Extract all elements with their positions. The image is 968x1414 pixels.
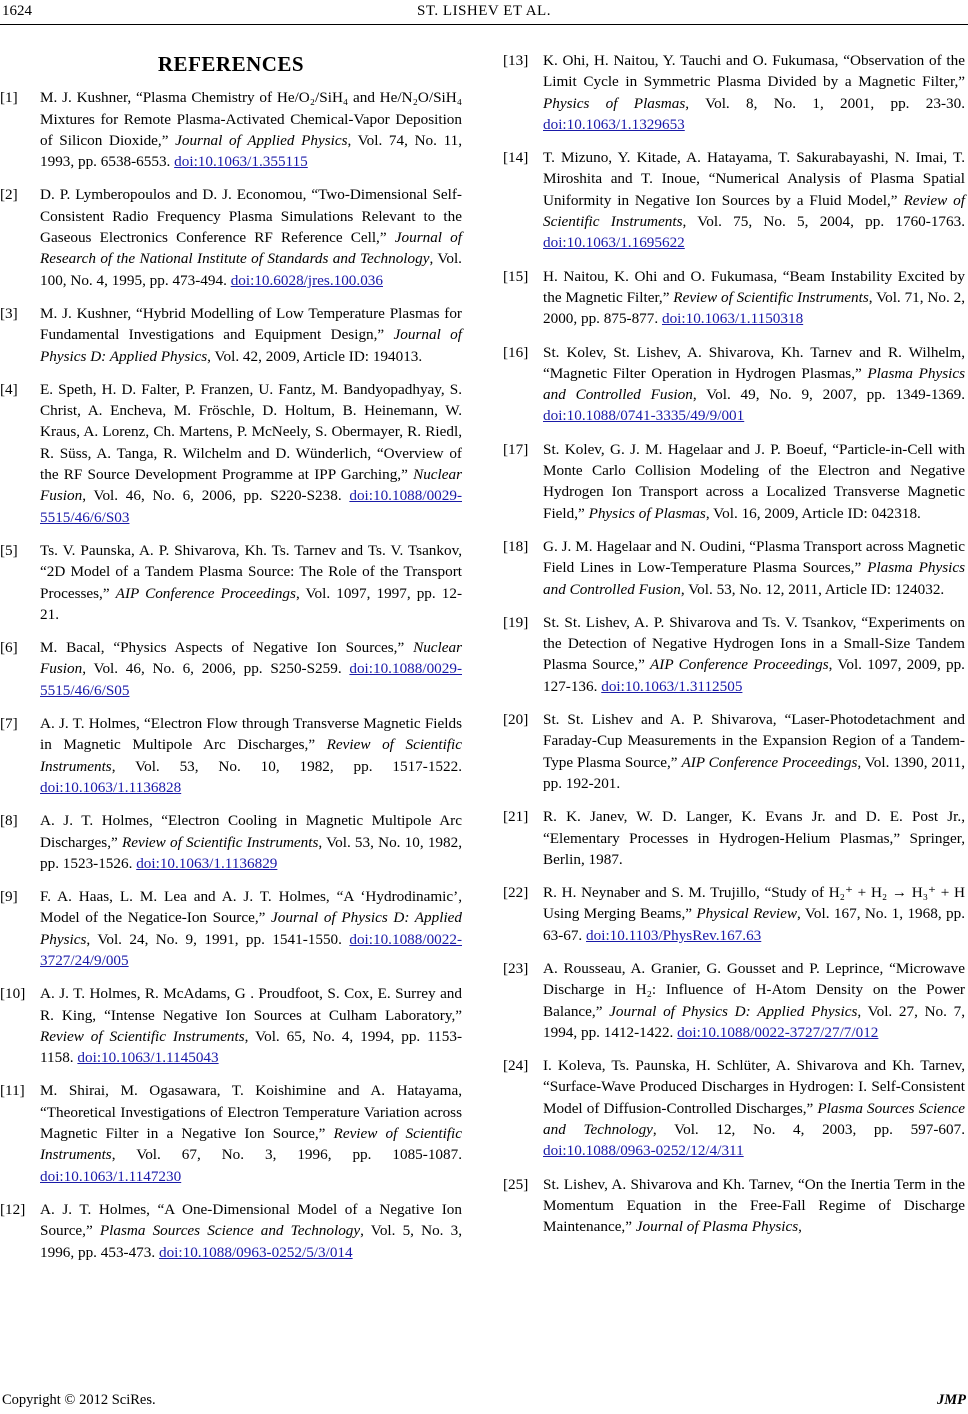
reference-item	[0, 637, 462, 701]
reference-authors-title: St. Kolev, St. Lishev, A. Shivarova, Kh. Tarnev and R. Wilhelm, “Magnetic Filter Operation in Hydrogen Plasmas,”	[543, 343, 965, 382]
reference-number: [4]	[0, 380, 18, 398]
reference-journal: Review of Scientific Instruments	[543, 191, 965, 231]
reference-details: , Vol. 1097, 1997, pp. 12-21.	[40, 584, 463, 623]
reference-details: , Vol. 71, No. 2, 2000, pp. 875-877.	[543, 288, 966, 328]
reference-text	[543, 1057, 965, 1159]
reference-number: [12]	[0, 1200, 26, 1218]
reference-item	[503, 266, 965, 330]
reference-text	[40, 381, 462, 526]
reference-item	[503, 612, 965, 697]
reference-authors-title: M. J. Kushner, “Plasma Chemistry of He/O₂/SiH₄ and He/N₂O/SiH₄ Mixtures for Remote Plasma-Activated Chemical-Vapor Deposition of Silicon Dioxide,”	[40, 89, 462, 149]
reference-journal: Journal of Plasma Physics	[635, 1218, 799, 1236]
reference-item	[0, 810, 462, 874]
doi-link[interactable]: doi:10.1088/0963-0252/12/4/311	[543, 1142, 744, 1160]
reference-text	[40, 186, 462, 288]
reference-journal: Review of Scientific Instruments	[40, 1027, 245, 1045]
reference-number: [8]	[0, 812, 18, 830]
reference-journal: Journal of Research of the National Institute of Standards and Technology	[40, 229, 462, 268]
reference-item	[503, 536, 965, 600]
reference-item	[503, 147, 965, 253]
reference-text	[40, 888, 462, 969]
reference-details: , Vol. 65, No. 4, 1994, pp. 1153-1158.	[40, 1027, 462, 1067]
reference-journal: Review of Scientific Instruments	[121, 833, 319, 851]
reference-item	[0, 713, 462, 798]
reference-number: [14]	[503, 149, 529, 167]
reference-item	[503, 1174, 965, 1238]
reference-journal: AIP Conference Proceedings	[650, 656, 829, 674]
reference-details: , Vol. 5, No. 3, 1996, pp. 453-473.	[40, 1222, 462, 1261]
reference-text	[543, 884, 965, 944]
reference-number: [11]	[0, 1082, 25, 1100]
reference-item	[503, 958, 965, 1043]
reference-number: [19]	[503, 613, 529, 631]
reference-authors-title: A. J. T. Holmes, “Electron Flow through Transverse Magnetic Fields in Magnetic Multipole Arc Discharges,”	[40, 715, 462, 754]
reference-authors-title: Ts. V. Paunska, A. P. Shivarova, Kh. Ts. Tarnev and Ts. V. Tsankov, “2D Model of a Tandem Plasma Source: The Role of the Transport Processes,”	[40, 541, 462, 602]
doi-link[interactable]: doi:10.1088/0741-3335/49/9/001	[543, 407, 745, 425]
reference-number: [9]	[0, 888, 18, 906]
reference-authors-title: R. K. Janev, W. D. Langer, K. Evans Jr. and D. E. Post Jr., “Elementary Processes in Hydrogen-Helium Plasmas,” Springer, Berlin, 1987.	[543, 808, 965, 868]
reference-number: [1]	[0, 89, 18, 107]
reference-journal: Plasma Sources Science and Technology	[543, 1099, 965, 1139]
reference-details: , Vol. 24, No. 9, 1991, pp. 1541-1550.	[86, 930, 350, 948]
reference-details: ,	[798, 1218, 802, 1236]
reference-text	[543, 808, 965, 868]
reference-number: [2]	[0, 186, 18, 204]
reference-number: [22]	[503, 884, 529, 902]
reference-text	[40, 1201, 462, 1261]
reference-item	[503, 342, 965, 427]
reference-item	[503, 709, 965, 794]
reference-number: [3]	[0, 304, 18, 322]
reference-number: [18]	[503, 537, 529, 555]
reference-authors-title: St. St. Lishev and A. P. Shivarova, “Laser-Photodetachment and Faraday-Cup Measurements in the Expansion Region of a Tandem-Type Plasma Source,”	[543, 711, 965, 771]
reference-journal: Physics of Plasmas	[588, 504, 706, 522]
reference-number: [16]	[503, 343, 529, 361]
reference-item	[503, 806, 965, 870]
reference-item	[503, 50, 965, 135]
reference-authors-title: St. St. Lishev, A. P. Shivarova and Ts. V. Tsankov, “Experiments on the Detection of Negative Hydrogen Ions in a Small-Size Tandem Plasma Source,”	[543, 613, 965, 674]
reference-details: , Vol. 1390, 2011, pp. 192-201.	[543, 753, 965, 792]
reference-authors-title: I. Koleva, Ts. Paunska, H. Schlüter, A. Shivarova and Kh. Tarnev, “Surface-Wave Produced Discharges in Hydrogen: I. Self-Consistent Model of Diffusion-Controlled Discharges,”	[543, 1057, 965, 1117]
reference-text	[543, 614, 965, 695]
reference-number: [23]	[503, 959, 529, 977]
doi-link[interactable]: doi:10.1063/1.1329653	[543, 115, 685, 133]
reference-details: , Vol. 53, No. 10, 1982, pp. 1523-1526.	[40, 833, 463, 872]
reference-authors-title: St. Kolev, G. J. M. Hagelaar and J. P. Boeuf, “Particle-in-Cell with Monte Carlo Collision Modeling of the Electron and Negative Hydrogen Ion Transport across a Localized Transverse Magnetic Field,”	[543, 440, 965, 522]
reference-details: , Vol. 75, No. 5, 2004, pp. 1760-1763.	[682, 213, 965, 231]
reference-authors-title: St. Lishev, A. Shivarova and Kh. Tarnev, “On the Inertia Term in the Momentum Equation in the Free-Fall Regime of Discharge Maintenance,”	[543, 1175, 965, 1236]
doi-link[interactable]: doi:10.1088/0022-3727/27/7/012	[677, 1023, 879, 1041]
right-column	[503, 50, 965, 1250]
reference-number: [13]	[503, 52, 529, 69]
reference-details: , Vol. 49, No. 9, 2007, pp. 1349-1369.	[692, 386, 965, 404]
reference-journal: Journal of Physics D: Applied Physics	[609, 1002, 858, 1020]
reference-details: , Vol. 100, No. 4, 1995, pp. 473-494.	[40, 250, 462, 289]
page-header	[0, 0, 968, 24]
reference-authors-title: A. J. T. Holmes, R. McAdams, G . Proudfoot, S. Cox, E. Surrey and R. King, “Intense Negative Ion Sources at Culham Laboratory,”	[40, 985, 462, 1024]
reference-details: , Vol. 46, No. 6, 2006, pp. S220-S238.	[82, 487, 350, 505]
reference-authors-title: F. A. Haas, L. M. Lea and A. J. T. Holmes, “A ‘Hydrodinamic’, Model of the Negatice-Ion Source,”	[40, 888, 462, 927]
reference-details: , Vol. 27, No. 7, 1994, pp. 1412-1422.	[543, 1002, 965, 1041]
reference-item	[503, 882, 965, 946]
reference-journal: Journal of Physics D: Applied Physics	[40, 326, 462, 365]
reference-journal: Journal of Applied Physics	[175, 131, 348, 149]
reference-details: , Vol. 53, No. 10, 1982, pp. 1517-1522.	[111, 757, 462, 775]
reference-number: [7]	[0, 715, 18, 733]
reference-journal: Review of Scientific Instruments	[40, 736, 462, 775]
running-title: ST. LISHEV ET AL.	[417, 3, 551, 19]
reference-number: [17]	[503, 440, 529, 458]
doi-link[interactable]: doi:10.1063/1.1136829	[136, 854, 278, 872]
reference-authors-title: E. Speth, H. D. Falter, P. Franzen, U. Fantz, M. Bandyopadhyay, S. Christ, A. Encheva, M. Fröschle, D. Holtum, B. Heinemann, W. Kraus, A. Lorenz, Ch. Martens, P. McNeely, S. Obermayer, R. Riedl, R. Süss, A. Tanga, R. Wilchelm and D. Wünderlich, “Overview of the RF Source Development Programme at IPP Garching,”	[40, 380, 462, 484]
reference-text	[543, 441, 965, 522]
reference-authors-title: R. H. Neynaber and S. M. Trujillo, “Study of H₂⁺ + H₂ → H₃⁺ + H Using Merging Beams,”	[543, 884, 965, 923]
reference-item	[0, 184, 462, 290]
reference-item	[0, 1080, 462, 1186]
reference-journal: AIP Conference Proceedings	[681, 753, 858, 771]
doi-link[interactable]: doi:10.1088/0022-3727/24/9/005	[40, 930, 462, 969]
reference-number: [15]	[503, 267, 529, 285]
doi-link[interactable]: doi:10.1063/1.1145043	[77, 1049, 219, 1067]
reference-journal: Plasma Physics and Controlled Fusion	[543, 559, 965, 598]
reference-text	[40, 639, 462, 699]
reference-number: [21]	[503, 808, 529, 826]
reference-text	[543, 1176, 965, 1236]
reference-journal: Physics of Plasmas	[543, 94, 686, 112]
reference-text	[543, 149, 965, 251]
reference-item	[0, 983, 462, 1068]
reference-authors-title: H. Naitou, K. Ohi and O. Fukumasa, “Beam Instability Excited by the Magnetic Filter,”	[543, 267, 965, 306]
reference-text	[543, 52, 965, 133]
reference-authors-title: T. Mizuno, Y. Kitade, A. Hatayama, T. Sakurabayashi, N. Imai, T. Miroshita and T. Inoue, “Numerical Analysis of Plasma Spatial Uniformity in Negative Ion Sources by a Fluid Model,”	[543, 149, 965, 209]
doi-link[interactable]: doi:10.1103/PhysRev.167.63	[586, 926, 762, 944]
doi-link[interactable]: doi:10.1088/0963-0252/5/3/014	[158, 1243, 353, 1261]
reference-item	[0, 303, 462, 367]
reference-details: , Vol. 1097, 2009, pp. 127-136.	[543, 656, 965, 695]
left-column	[0, 50, 462, 1275]
copyright-notice: Copyright © 2012 SciRes.	[2, 1392, 156, 1408]
doi-link[interactable]: doi:10.1063/1.1695622	[543, 234, 685, 252]
doi-link[interactable]: doi:10.1063/1.3112505	[601, 677, 743, 695]
reference-journal: Plasma Physics and Controlled Fusion	[543, 364, 965, 404]
reference-journal: Physical Review	[696, 905, 797, 923]
reference-details: , Vol. 8, No. 1, 2001, pp. 23-30.	[685, 94, 966, 112]
reference-details: , Vol. 167, No. 1, 1968, pp. 63-67.	[543, 905, 966, 944]
reference-item	[503, 439, 965, 524]
reference-journal: Nuclear Fusion	[40, 639, 462, 678]
doi-link[interactable]: doi:10.1088/0029-5515/46/6/S05	[40, 660, 462, 699]
reference-journal: Plasma Sources Science and Technology	[99, 1222, 361, 1240]
reference-number: [24]	[503, 1057, 529, 1075]
reference-item	[0, 540, 462, 625]
reference-journal: Review of Scientific Instruments	[40, 1125, 462, 1164]
reference-text	[543, 960, 965, 1041]
reference-authors-title: G. J. M. Hagelaar and N. Oudini, “Plasma Transport across Magnetic Field Lines in Low-Temperature Plasma Sources,”	[543, 537, 965, 577]
reference-details: , Vol. 12, No. 4, 2003, pp. 597-607.	[652, 1121, 965, 1139]
reference-number: [20]	[503, 711, 529, 729]
reference-journal: Nuclear Fusion	[40, 466, 462, 505]
reference-authors-title: A. Rousseau, A. Granier, G. Gousset and P. Leprince, “Microwave Discharge in H₂: Influence of H-Atom Density on the Power Balance,”	[543, 959, 965, 1020]
doi-link[interactable]: doi:10.1063/1.1136828	[40, 778, 182, 796]
reference-text	[543, 711, 965, 792]
reference-text	[543, 344, 965, 425]
reference-number: [25]	[503, 1175, 529, 1193]
reference-text	[40, 305, 462, 365]
reference-authors-title: M. Shirai, M. Ogasawara, T. Koishimine and A. Hatayama, “Theoretical Investigations of Electron Temperature Variation across Magnetic Filter in a Negative Ion Source,”	[40, 1082, 462, 1143]
reference-authors-title: M. Bacal, “Physics Aspects of Negative Ion Sources,”	[40, 639, 414, 657]
reference-details: , Vol. 67, No. 3, 1996, pp. 1085-1087.	[111, 1146, 462, 1164]
reference-item	[0, 87, 462, 172]
doi-link[interactable]: doi:10.1088/0029-5515/46/6/S03	[40, 487, 462, 526]
reference-text	[40, 89, 462, 170]
reference-authors-title: A. J. T. Holmes, “Electron Cooling in Magnetic Multipole Arc Discharges,”	[40, 812, 462, 851]
header-rule	[0, 24, 968, 25]
reference-journal: Journal of Physics D: Applied Physics	[40, 909, 462, 948]
doi-link[interactable]: doi:10.1063/1.355115	[174, 153, 308, 171]
reference-number: [6]	[0, 639, 18, 657]
reference-authors-title: A. J. T. Holmes, “A One-Dimensional Model of a Negative Ion Source,”	[40, 1200, 462, 1240]
reference-details: , Vol. 42, 2009, Article ID: 194013.	[207, 347, 423, 365]
reference-item	[0, 886, 462, 971]
reference-authors-title: D. P. Lymberopoulos and D. J. Economou, “Two-Dimensional Self-Consistent Radio Frequency Plasma Simulations Relevant to the Gaseous Electronics Conference RF Reference Cell,”	[40, 186, 462, 247]
doi-link[interactable]: doi:10.6028/jres.100.036	[230, 271, 383, 289]
reference-text	[40, 542, 462, 623]
reference-details: , Vol. 53, No. 12, 2011, Article ID: 124032.	[680, 580, 945, 598]
reference-authors-title: M. J. Kushner, “Hybrid Modelling of Low Temperature Plasmas for Fundamental Investigations and Equipment Design,”	[40, 304, 462, 344]
references-heading: REFERENCES	[157, 52, 305, 76]
reference-number: [5]	[0, 541, 18, 559]
reference-number: [10]	[0, 985, 26, 1003]
reference-text	[40, 1082, 462, 1184]
doi-link[interactable]: doi:10.1063/1.1150318	[661, 310, 804, 328]
journal-abbreviation: JMP	[937, 1392, 966, 1408]
reference-item	[503, 1055, 965, 1161]
reference-journal: Review of Scientific Instruments	[673, 288, 869, 306]
reference-details: , Vol. 74, No. 11, 1993, pp. 6538-6553.	[40, 131, 462, 171]
reference-item	[0, 1199, 462, 1263]
reference-details: , Vol. 46, No. 6, 2006, pp. S250-S259.	[82, 660, 350, 678]
reference-text	[40, 812, 462, 872]
page-number: 1624	[2, 3, 32, 19]
reference-text	[40, 715, 462, 796]
reference-text	[543, 268, 965, 328]
reference-details: , Vol. 16, 2009, Article ID: 042318.	[705, 504, 921, 522]
reference-text	[543, 538, 965, 598]
reference-item	[0, 379, 462, 528]
reference-authors-title: K. Ohi, H. Naitou, Y. Tauchi and O. Fukumasa, “Observation of the Limit Cycle in Symmetric Plasma Divided by a Magnetic Filter,”	[543, 52, 965, 91]
doi-link[interactable]: doi:10.1063/1.1147230	[40, 1167, 182, 1185]
reference-journal: AIP Conference Proceedings	[115, 584, 296, 602]
reference-text	[40, 985, 462, 1066]
